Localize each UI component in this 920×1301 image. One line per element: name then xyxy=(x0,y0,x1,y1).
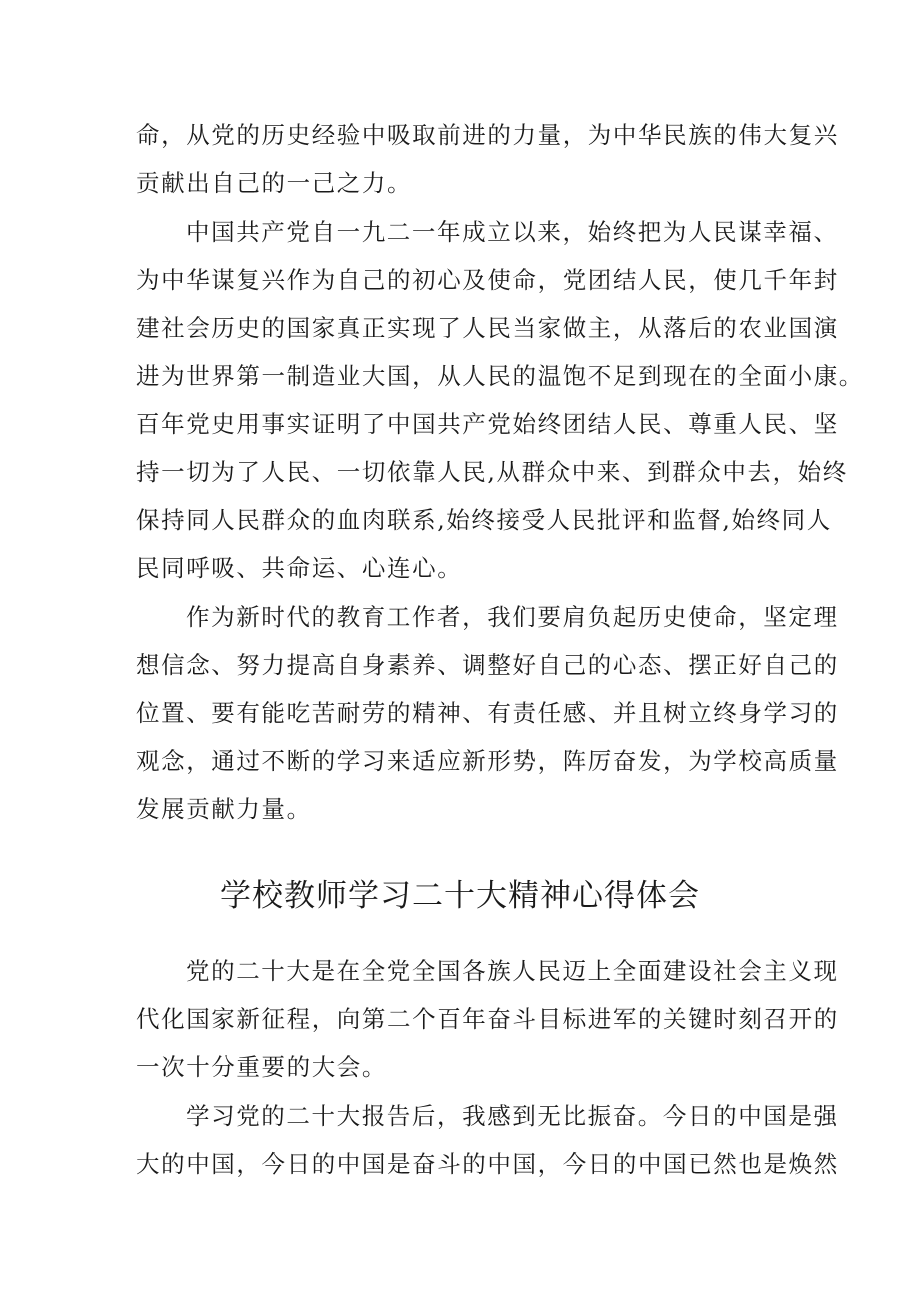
text-line: 民同呼吸、共命运、心连心。 xyxy=(136,554,463,582)
text-line: 观念，通过不断的学习来适应新形势，阵厉奋发，为学校高质量 xyxy=(136,747,839,775)
text-line: 想信念、努力提高自身素养、调整好自己的心态、摆正好自己的 xyxy=(136,651,839,679)
paragraph-start-line: 中国共产党自一九二一年成立以来，始终把为人民谋幸福、 xyxy=(186,218,839,246)
text-line: 进为世界第一制造业大国，从人民的温饱不足到现在的全面小康。 xyxy=(136,362,864,390)
text-line: 持一切为了人民、一切依靠人民,从群众中来、到群众中去，始终 xyxy=(136,458,848,486)
text-line: 一次十分重要的大会。 xyxy=(136,1053,387,1081)
text-line: 大的中国，今日的中国是奋斗的中国，今日的中国已然也是焕然 xyxy=(136,1150,839,1178)
text-line: 为中华谋复兴作为自己的初心及使命，党团结人民，使几千年封 xyxy=(136,266,839,294)
text-line: 贡献出自己的一己之力。 xyxy=(136,169,413,197)
text-line: 发展贡献力量。 xyxy=(136,795,312,823)
text-line: 保持同人民群众的血肉联系,始终接受人民批评和监督,始终同人 xyxy=(136,506,832,534)
paragraph-start-line: 学习党的二十大报告后，我感到无比振奋。今日的中国是强 xyxy=(186,1102,839,1130)
text-line: 代化国家新征程，向第二个百年奋斗目标进军的关键时刻召开的 xyxy=(136,1005,839,1033)
text-line: 命，从党的历史经验中吸取前进的力量，为中华民族的伟大复兴 xyxy=(136,121,839,149)
paragraph-start-line: 作为新时代的教育工作者，我们要肩负起历史使命，坚定理 xyxy=(186,603,839,631)
text-line: 位置、要有能吃苦耐劳的精神、有责任感、并且树立终身学习的 xyxy=(136,699,839,727)
text-line: 百年党史用事实证明了中国共产党始终团结人民、尊重人民、坚 xyxy=(136,410,839,438)
text-line: 建社会历史的国家真正实现了人民当家做主，从落后的农业国演 xyxy=(136,314,839,342)
paragraph-start-line: 党的二十大是在全党全国各族人民迈上全面建设社会主义现 xyxy=(186,957,839,985)
document-title: 学校教师学习二十大精神心得体会 xyxy=(220,878,700,914)
